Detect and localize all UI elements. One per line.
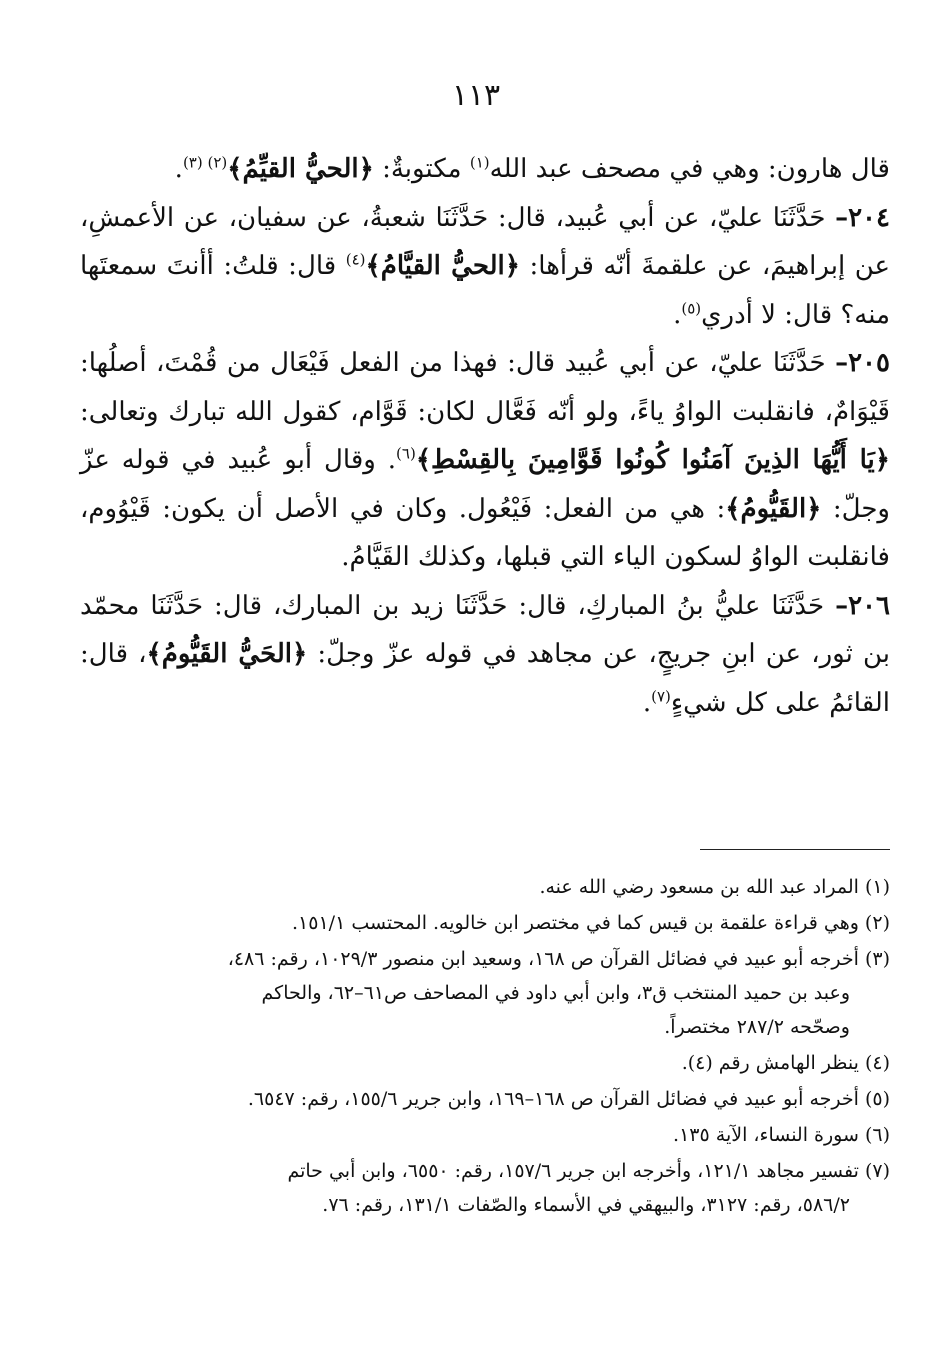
text-run: . (673, 299, 682, 330)
footnotes (120, 870, 890, 1224)
footnote-text: (٤) ينظر الهامش رقم (٤). (681, 1052, 890, 1074)
text-run: حَدَّثَنَا عليّ، عن أبي عُبيد قال: فهذا من الفعل فَيْعَال من قُمْتَ، أصلُها: قَيْوَامٌ، فانقلبت الواوُ ياءً، ولو أنّه فَعَّال لكان: قَوَّام، كقول الله تبارك وتعالى: (80, 348, 890, 427)
text-run: . (642, 687, 652, 718)
footnote-ref: (٢) (٣) (182, 153, 228, 172)
footnote-2 (120, 906, 890, 940)
footnote-ref: (٤) (345, 250, 366, 269)
narration-number: ٢٠٤– (835, 202, 890, 233)
footnote-ref: (٧) (651, 686, 671, 705)
text-run: . (174, 154, 183, 184)
quran-quote: ﴿الحيُّ القيَّامُ﴾ (365, 251, 521, 281)
footnote-text: (٥) أخرجه أبو عبيد في فضائل القرآن ص ١٦٨–١٦٩، وابن جرير ١٥٥/٦، رقم: ٦٥٤٧. (247, 1088, 890, 1110)
quran-quote: ﴿الحيُّ القيِّمُ﴾ (227, 154, 374, 184)
paragraph-intro (80, 145, 890, 194)
footnote-text: (٧) تفسير مجاهد ١٢١/١، وأخرجه ابن جرير ١٥٧/٦، رقم: ٦٥٥٠، وابن أبي حاتم (287, 1160, 890, 1182)
paragraph-206 (80, 582, 890, 728)
text-run: قال هارون: وهي في مصحف عبد الله (489, 154, 890, 184)
text-run: . وقال أبو عُبيد في قوله عزّ وجلّ: (80, 445, 890, 524)
main-text (80, 145, 890, 727)
text-run: مكتوبةٌ: (373, 154, 470, 184)
quran-quote: ﴿الحَيُّ القَيُّومُ﴾ (146, 639, 308, 669)
footnote-ref: (٦) (396, 444, 416, 463)
narration-number: ٢٠٥– (835, 348, 890, 378)
footnote-ref: (٥) (681, 298, 702, 317)
footnote-text: (٦) سورة النساء، الآية ١٣٥. (673, 1124, 890, 1146)
footnote-ref: (١) (469, 153, 490, 172)
page-number: ١١٣ (451, 78, 501, 113)
paragraph-205 (80, 339, 890, 582)
text-run: : هي من الفعل: فَيْعُول. وكان في الأصل أن يكون: قَيْوُوم، فانقلبت الواوُ لسكون الياء التي قبلها، وكذلك القَيَّامُ. (80, 493, 890, 572)
text-run: حَدَّثَنَا عليّ، عن أبي عُبيد، قال: حَدَّثَنَا شعبةُ، عن سفيان، عن الأعمشِ، عن إبراهيمَ، عن علقمةَ أنّه قرأها: (80, 202, 890, 281)
footnote-text: (١) المراد عبد الله بن مسعود رضي الله عنه. (539, 876, 890, 898)
footnote-1 (120, 870, 890, 904)
footnote-6 (120, 1118, 890, 1152)
text-run: حَدَّثَنَا عليُّ بنُ المباركِ، قال: حَدَّثَنَا زيد بن المبارك، قال: حَدَّثَنَا محمّد بن ثور، عن ابنِ جريجٍ، عن مجاهد في قوله عزّ وجلّ: (80, 590, 890, 669)
text-run: قال: قلتُ: أأنتَ سمعتَها منه؟ قال: لا أدري (80, 251, 890, 330)
footnote-separator (700, 849, 890, 850)
footnote-text-continued: ٥٨٦/٢، رقم: ٣١٢٧، والبيهقي في الأسماء والصّفات ١٣١/١، رقم: ٧٦. (322, 1194, 850, 1216)
quran-quote: ﴿القَيُّومُ﴾ (725, 493, 822, 524)
footnote-text-continued: وعبد بن حميد المنتخب ق٣، وابن أبي داود في المصاحف ص٦١–٦٢، والحاكم (261, 982, 850, 1004)
text-run: ، قال: القائمُ على كل شيءٍ (80, 639, 890, 718)
footnote-3 (120, 942, 890, 1044)
narration-number: ٢٠٦– (835, 590, 890, 621)
quran-quote: ﴿يَا أَيُّهَا الذِينَ آمَنُوا كُونُوا قَوَّامِينَ بِالقِسْطِ﴾ (415, 445, 890, 475)
footnote-7 (120, 1154, 890, 1222)
footnote-text: (٣) أخرجه أبو عبيد في فضائل القرآن ص ١٦٨، وسعيد ابن منصور ١٠٢٩/٣، رقم: ٤٨٦، (227, 948, 890, 970)
footnote-text-continued: وصحّحه ٢٨٧/٢ مختصراً. (664, 1016, 850, 1038)
footnote-text: (٢) وهي قراءة علقمة بن قيس كما في مختصر ابن خالويه. المحتسب ١٥١/١. (292, 912, 890, 934)
footnote-4 (120, 1046, 890, 1080)
footnote-5 (120, 1082, 890, 1116)
paragraph-204 (80, 194, 890, 340)
